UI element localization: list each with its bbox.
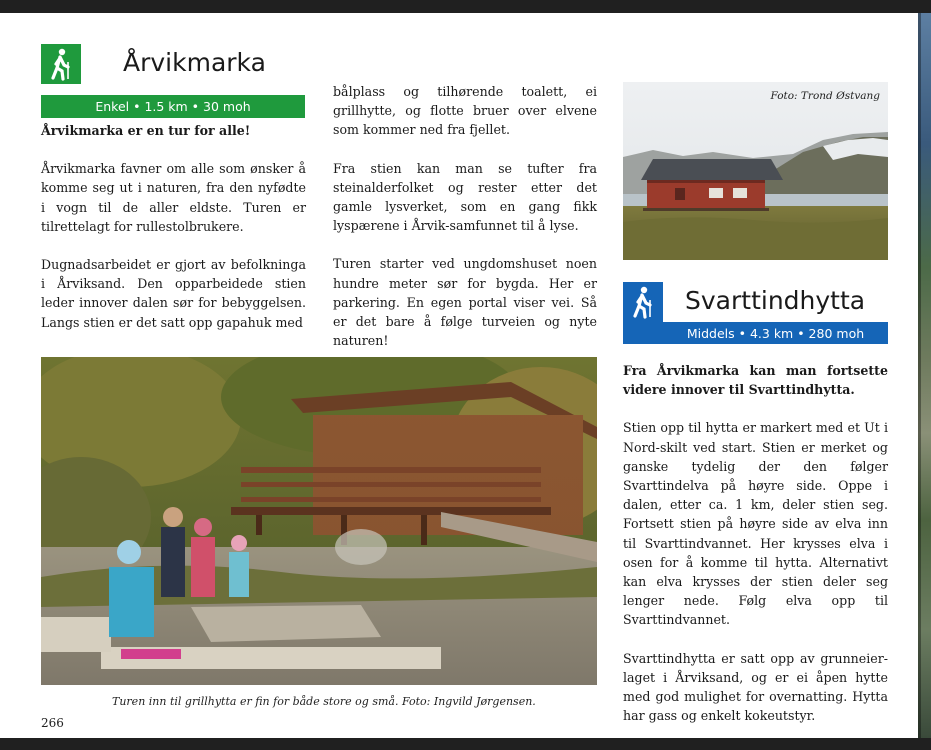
paragraph: Turen starter ved ungdomshuset noen hundre meter sør for bygda. Her er parkering. En egen portal viser vei. Så er det bare å følge turveien og nyte naturen!	[333, 256, 597, 349]
paragraph: Dugnadsarbeidet er gjort av befolkninga i Årviksand. Den opparbeidede stien leder innover dalen sør for bebyggelsen. Langs stien er det satt opp gapahuk med	[41, 257, 306, 330]
trail-badge-arvikmarka	[41, 44, 305, 118]
trail-stats-bar: Middels • 4.3 km • 280 moh	[663, 322, 888, 344]
trail-title: Årvikmarka	[123, 48, 266, 77]
grill-hut-photo	[41, 357, 597, 685]
lead-paragraph: Årvikmarka er en tur for alle!	[41, 123, 251, 138]
trail-badge-svarttindhytta	[623, 282, 888, 344]
trail-title: Svarttindhytta	[685, 286, 866, 315]
column-2	[333, 82, 597, 350]
paragraph: Fra stien kan man se tufter fra steinalderfolket og rester etter det gamle lysverket, som en gang fikk lyspærene i Årvik-samfunnet til å lyse.	[333, 160, 597, 234]
paragraph: Årvikmarka favner om alle som ønsker å komme seg ut i naturen, fra den nyfødte i vogn til de aller eldste. Turen er tilrettelagt for rullestolbrukere.	[41, 161, 306, 234]
photo-caption: Turen inn til grillhytta er fin for både store og små. Foto: Ingvild Jørgensen.	[112, 695, 536, 708]
photo-credit: Foto: Trond Østvang	[770, 90, 880, 102]
paragraph: bålplass og tilhørende toalett, ei grillhytte, og flotte bruer over elvene som kommer ned fra fjellet.	[333, 84, 597, 138]
hiker-icon	[623, 282, 663, 344]
paragraph: Stien opp til hytta er markert med et Ut i Nord-skilt ved start. Stien er merket og ganske tydelig der den følger Svarttindelva på høyre side. Oppe i dalen, etter ca. 1 km, deler stien seg. Fortsett stien på høyre side av elva inn til Svarttindvannet. Her krysses elva i osen for å komme til hytta. Alternativt kan elva krysses der stien deler seg lenger nede. Følg elva opp til Svarttindvannet.	[623, 420, 888, 628]
adjacent-page-edge	[918, 13, 931, 738]
paragraph: Svarttindhytta er satt opp av grunneier-laget i Årviksand, og er ei åpen hytte med god mulighet for overnatting. Hytta har gass og enkelt kokeutstyr.	[623, 650, 888, 724]
cabin-photo	[623, 82, 888, 260]
column-1	[41, 121, 306, 332]
book-page	[0, 13, 918, 738]
lead-paragraph: Fra Årvikmarka kan man fortsette videre innover til Svarttindhytta.	[623, 363, 888, 398]
trail-stats-bar: Enkel • 1.5 km • 30 moh	[41, 95, 305, 118]
page-number: 266	[41, 716, 64, 730]
hiker-icon	[41, 44, 81, 84]
column-3	[623, 361, 888, 725]
